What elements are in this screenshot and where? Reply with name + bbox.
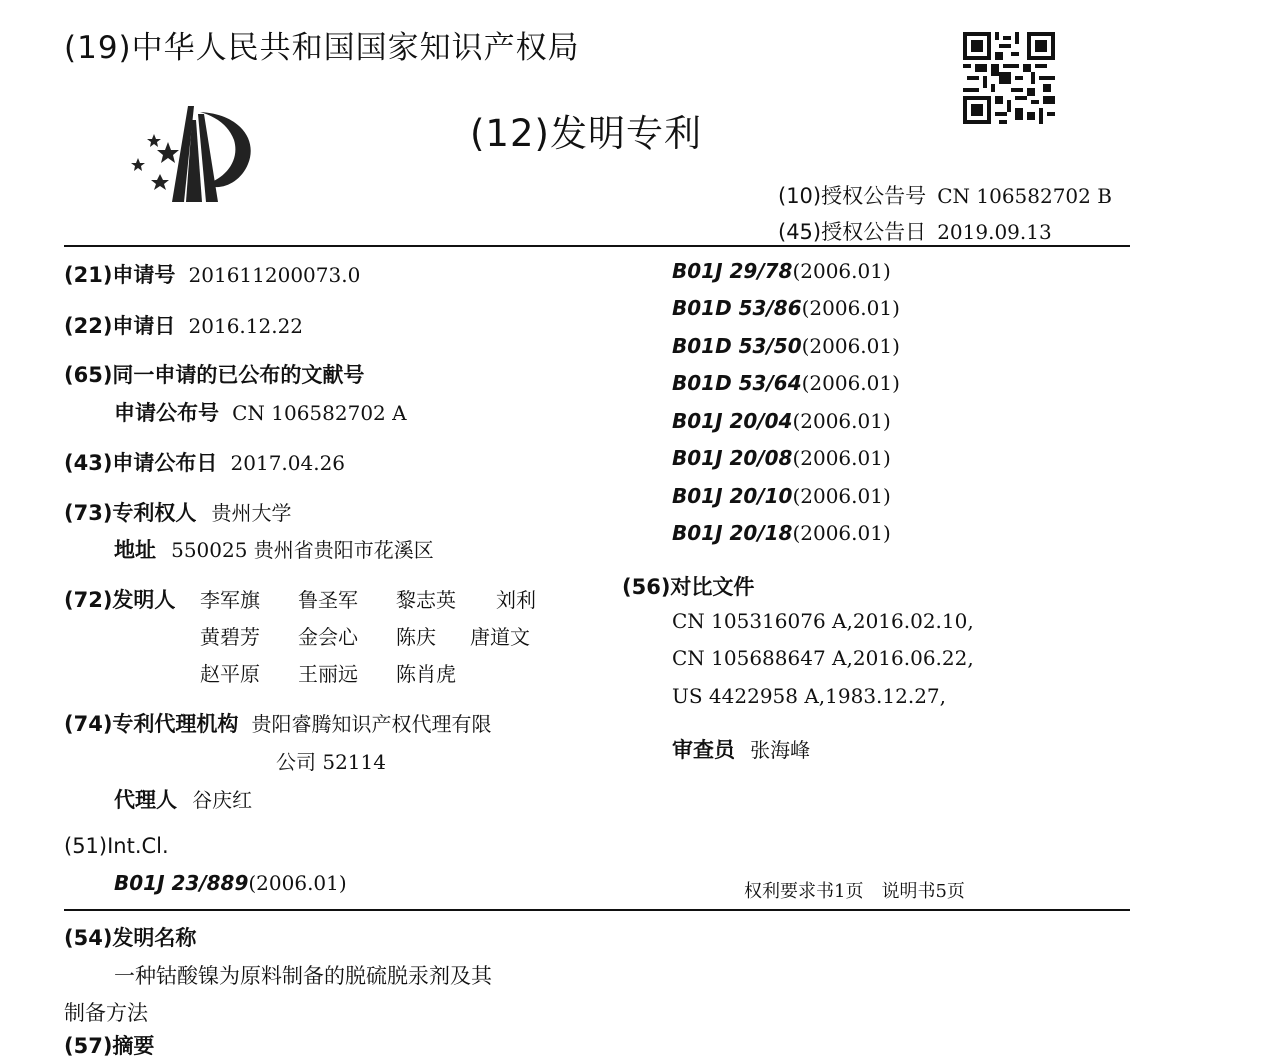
grant-pub-no-label: (10)授权公告号 <box>778 184 927 208</box>
ipc-row <box>672 409 891 433</box>
agency-value-line-2: 公司 52114 <box>276 750 386 774</box>
address-label: 地址 <box>114 538 156 562</box>
inventors-label: (72)发明人 <box>64 588 176 612</box>
ipc-code: B01J 29/78 <box>672 259 793 283</box>
publication-date-value: 2017.04.26 <box>230 451 346 475</box>
invention-title-label: (54)发明名称 <box>64 926 197 950</box>
application-number-row <box>64 259 360 289</box>
grant-pub-date-value: 2019.09.13 <box>937 220 1052 244</box>
patentee-value: 贵州大学 <box>211 501 292 525</box>
filing-date-label: (22)申请日 <box>64 314 176 338</box>
ipc-code: B01J 20/10 <box>672 484 793 508</box>
grant-pub-no-row <box>778 180 1112 210</box>
inventor-name: 黄碧芳 <box>200 625 260 649</box>
ipc-code: B01J 20/18 <box>672 521 793 545</box>
application-number-label: (21)申请号 <box>64 263 176 287</box>
inventor-name: 陈肖虎 <box>396 662 456 686</box>
agent-row <box>114 784 252 814</box>
publication-number-value: CN 106582702 A <box>232 401 407 425</box>
ipc-code: B01J 20/04 <box>672 409 793 433</box>
top-divider <box>64 245 1130 247</box>
qr-code-icon <box>963 32 1055 124</box>
issuing-office: (19)中华人民共和国国家知识产权局 <box>64 30 580 66</box>
filing-date-value: 2016.12.22 <box>188 314 304 338</box>
grant-pub-no-value: CN 106582702 B <box>937 184 1112 208</box>
inventor-name: 陈庆 <box>396 625 436 649</box>
inventor-name: 李军旗 <box>200 588 260 612</box>
patentee-row <box>64 497 292 527</box>
bottom-divider <box>64 909 1130 911</box>
inventors-line-1 <box>200 584 536 613</box>
inventors-line-3 <box>200 658 456 687</box>
intcl-main-row <box>114 871 347 895</box>
ipc-row <box>672 521 891 545</box>
ipc-code: B01D 53/86 <box>672 296 802 320</box>
page-count-note: 权利要求书1页 说明书5页 <box>744 881 965 902</box>
cited-references-label: (56)对比文件 <box>622 575 755 599</box>
agency-label: (74)专利代理机构 <box>64 712 239 736</box>
examiner-value: 张海峰 <box>750 738 811 762</box>
agency-value-line-1: 贵阳睿腾知识产权代理有限 <box>251 712 492 736</box>
ipc-code: B01J 20/08 <box>672 446 793 470</box>
cnipa-emblem-icon <box>122 100 262 205</box>
publication-number-label: 申请公布号 <box>114 401 219 425</box>
ipc-version: (2006.01) <box>792 521 891 545</box>
invention-title-line-1: 一种钴酸镍为原料制备的脱硫脱汞剂及其 <box>114 964 492 988</box>
ipc-version: (2006.01) <box>801 371 900 395</box>
inventor-name: 赵平原 <box>200 662 260 686</box>
agency-row <box>64 708 492 738</box>
ipc-row <box>672 334 900 358</box>
inventor-name: 王丽远 <box>298 662 358 686</box>
ipc-version: (2006.01) <box>792 409 891 433</box>
inventor-name: 刘利 <box>496 588 536 612</box>
agent-label: 代理人 <box>114 788 177 812</box>
patentee-label: (73)专利权人 <box>64 501 197 525</box>
ipc-version: (2006.01) <box>792 446 891 470</box>
ipc-row <box>672 371 900 395</box>
intcl-main-code: B01J 23/889 <box>114 871 249 895</box>
cited-reference: CN 105316076 A,2016.02.10, <box>672 609 974 633</box>
document-type-title: (12)发明专利 <box>470 112 702 155</box>
inventor-name: 金会心 <box>298 625 358 649</box>
inventor-name: 黎志英 <box>396 588 456 612</box>
intcl-main-version: (2006.01) <box>248 871 347 895</box>
ipc-code: B01D 53/50 <box>672 334 802 358</box>
ipc-row <box>672 484 891 508</box>
invention-title-line-2: 制备方法 <box>64 1001 148 1025</box>
ipc-code: B01D 53/64 <box>672 371 802 395</box>
inventors-line-2 <box>200 621 530 650</box>
ipc-row <box>672 446 891 470</box>
examiner-label: 审查员 <box>672 738 735 762</box>
ipc-version: (2006.01) <box>801 334 900 358</box>
same-application-label: (65)同一申请的已公布的文献号 <box>64 363 365 387</box>
inventor-name: 唐道文 <box>470 625 530 649</box>
cited-reference: CN 105688647 A,2016.06.22, <box>672 646 974 670</box>
ipc-version: (2006.01) <box>792 484 891 508</box>
inventor-name: 鲁圣军 <box>298 588 358 612</box>
application-number-value: 201611200073.0 <box>188 263 361 287</box>
grant-pub-date-row <box>778 216 1052 246</box>
ipc-version: (2006.01) <box>801 296 900 320</box>
address-row <box>114 534 434 564</box>
examiner-row <box>672 734 810 764</box>
ipc-version: (2006.01) <box>792 259 891 283</box>
intcl-label: (51)Int.Cl. <box>64 834 169 858</box>
address-value: 550025 贵州省贵阳市花溪区 <box>171 538 434 562</box>
filing-date-row <box>64 310 303 340</box>
agent-value: 谷庆红 <box>192 788 253 812</box>
grant-pub-date-label: (45)授权公告日 <box>778 220 927 244</box>
cited-reference: US 4422958 A,1983.12.27, <box>672 684 947 708</box>
ipc-row <box>672 296 900 320</box>
publication-date-label: (43)申请公布日 <box>64 451 218 475</box>
ipc-row <box>672 259 891 283</box>
abstract-label: (57)摘要 <box>64 1034 155 1058</box>
publication-number-row <box>114 397 407 427</box>
publication-date-row <box>64 447 345 477</box>
